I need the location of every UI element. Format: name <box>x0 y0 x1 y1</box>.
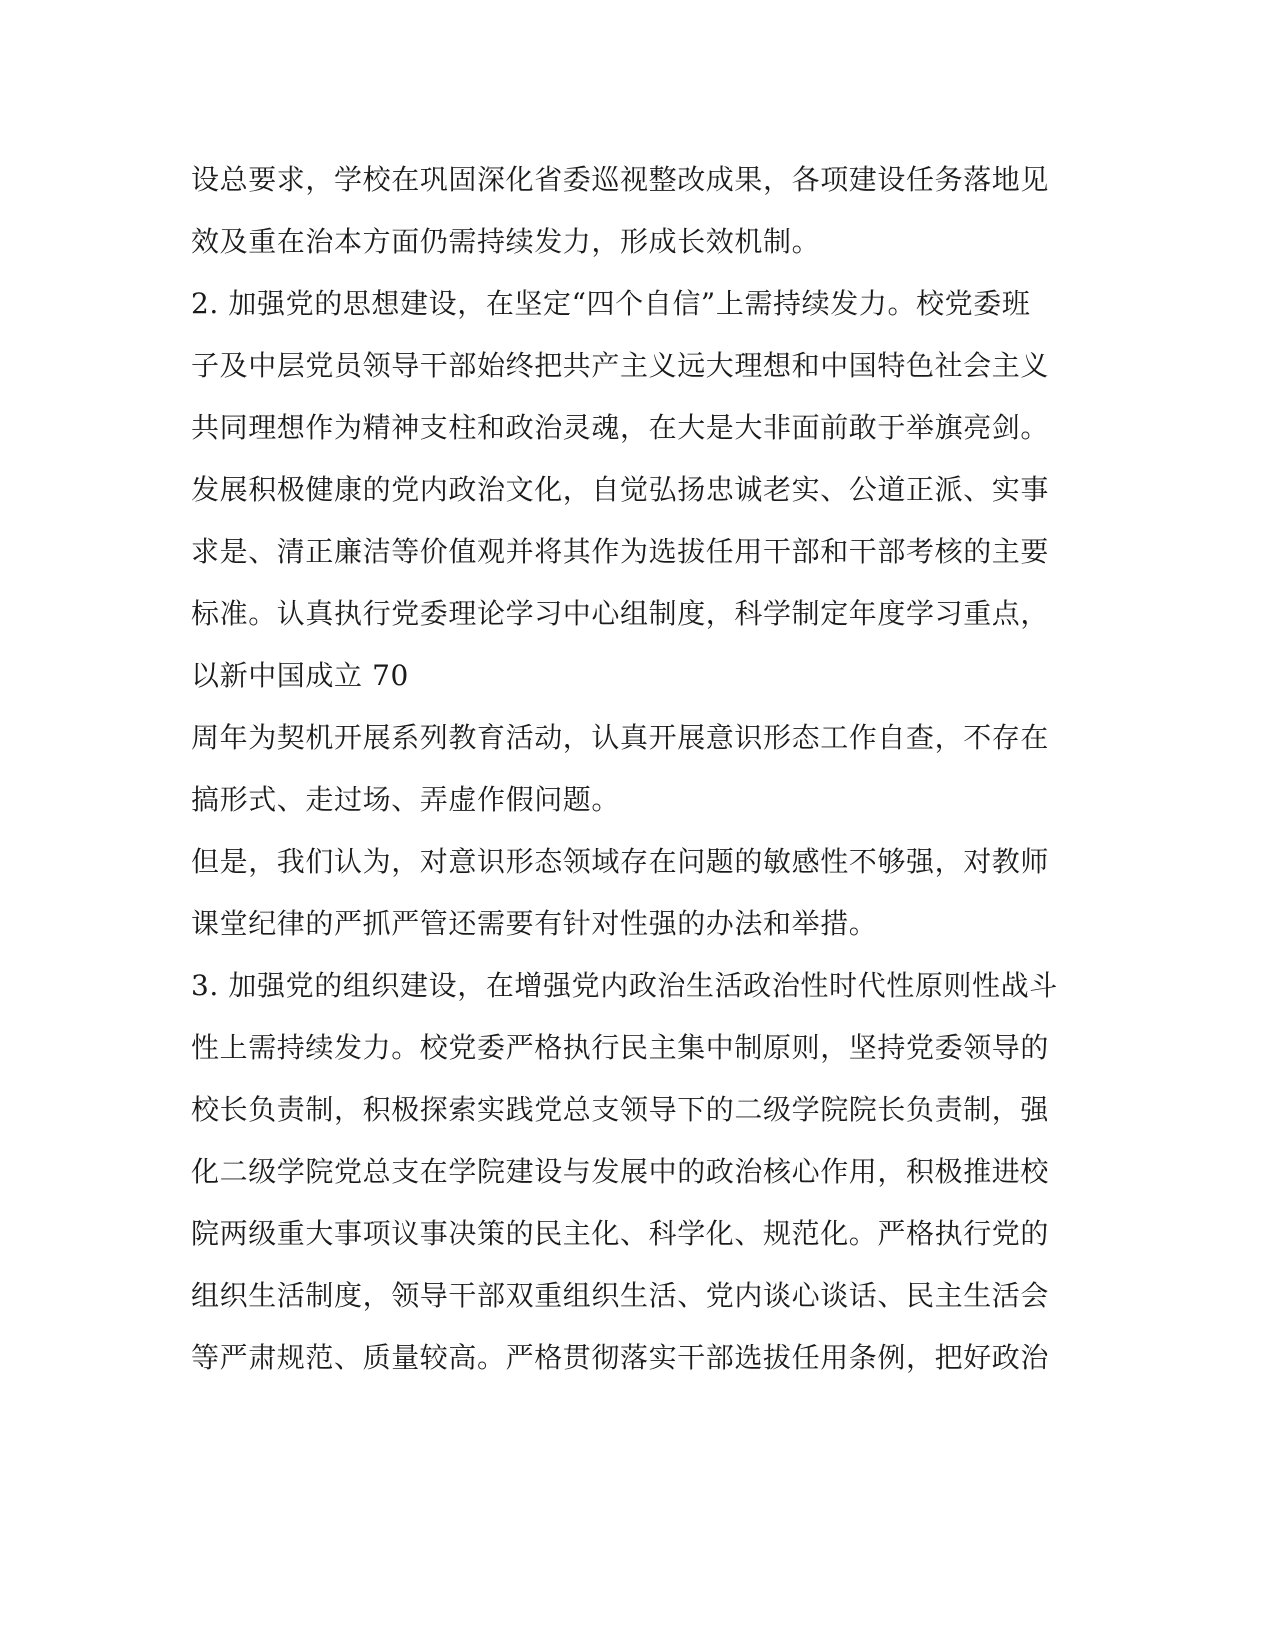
text-line-14: 3. 加强党的组织建设，在增强党内政治生活政治性时代性原则性战斗 <box>191 969 1058 1002</box>
text-line-20: 等严肃规范、质量较高。严格贯彻落实干部选拔任用条例，把好政治 <box>191 1341 1050 1374</box>
text-line-18: 院两级重大事项议事决策的民主化、科学化、规范化。严格执行党的 <box>191 1217 1050 1250</box>
text-line-3: 2. 加强党的思想建设，在坚定“四个自信”上需持续发力。校党委班 <box>191 287 1031 320</box>
text-line-11: 搞形式、走过场、弄虚作假问题。 <box>191 783 621 816</box>
text-line-2: 效及重在治本方面仍需持续发力，形成长效机制。 <box>191 225 821 258</box>
text-line-15: 性上需持续发力。校党委严格执行民主集中制原则，坚持党委领导的 <box>191 1031 1050 1064</box>
text-line-7: 求是、清正廉洁等价值观并将其作为选拔任用干部和干部考核的主要 <box>191 535 1050 568</box>
text-line-8: 标准。认真执行党委理论学习中心组制度，科学制定年度学习重点， <box>191 597 1050 630</box>
text-line-1: 设总要求，学校在巩固深化省委巡视整改成果，各项建设任务落地见 <box>191 163 1050 196</box>
text-line-6: 发展积极健康的党内政治文化，自觉弘扬忠诚老实、公道正派、实事 <box>191 473 1050 506</box>
text-line-4: 子及中层党员领导干部始终把共产主义远大理想和中国特色社会主义 <box>191 349 1050 382</box>
text-line-13: 课堂纪律的严抓严管还需要有针对性强的办法和举措。 <box>191 907 878 940</box>
text-line-5: 共同理想作为精神支柱和政治灵魂，在大是大非面前敢于举旗亮剑。 <box>191 411 1050 444</box>
text-line-19: 组织生活制度，领导干部双重组织生活、党内谈心谈话、民主生活会 <box>191 1279 1050 1312</box>
text-line-9: 以新中国成立 70 <box>191 659 409 692</box>
text-line-12: 但是，我们认为，对意识形态领域存在问题的敏感性不够强，对教师 <box>191 845 1050 878</box>
text-line-10: 周年为契机开展系列教育活动，认真开展意识形态工作自查，不存在 <box>191 721 1050 754</box>
text-line-16: 校长负责制，积极探索实践党总支领导下的二级学院院长负责制，强 <box>191 1093 1050 1126</box>
text-line-17: 化二级学院党总支在学院建设与发展中的政治核心作用，积极推进校 <box>191 1155 1050 1188</box>
